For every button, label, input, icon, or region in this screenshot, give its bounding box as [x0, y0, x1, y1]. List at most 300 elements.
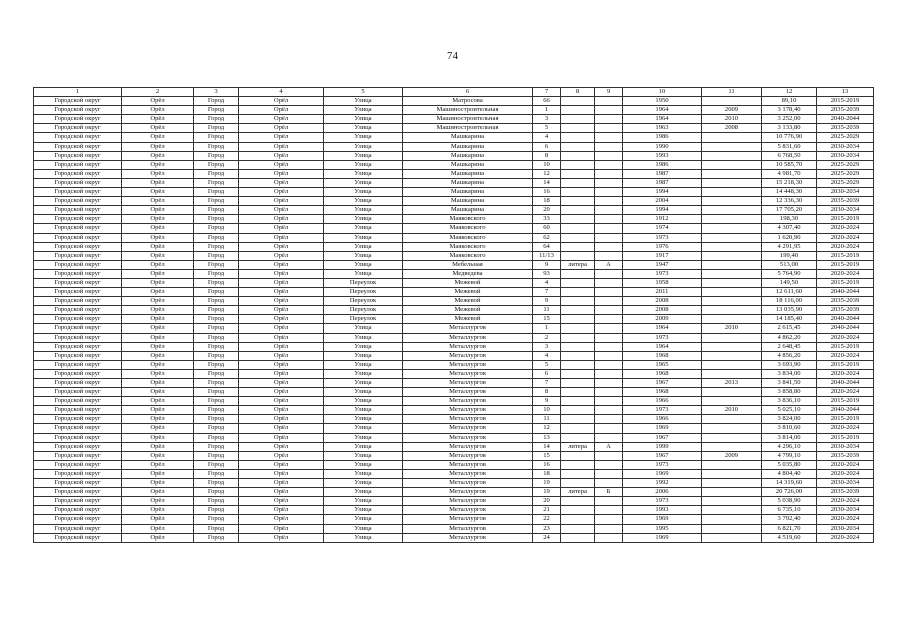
table-cell: [561, 297, 595, 306]
table-cell: Машиностроительная: [403, 106, 533, 115]
table-cell: 18 116,00: [762, 297, 817, 306]
table-cell: Город: [194, 142, 239, 151]
table-cell: 5 831,60: [762, 142, 817, 151]
table-cell: [702, 460, 762, 469]
table-cell: [702, 315, 762, 324]
table-cell: Орёл: [122, 451, 194, 460]
table-row: [34, 242, 874, 251]
table-cell: Городской округ: [34, 379, 122, 388]
table-cell: Маяковского: [403, 233, 533, 242]
table-cell: Орёл: [239, 342, 324, 351]
table-cell: [702, 369, 762, 378]
table-cell: Город: [194, 233, 239, 242]
table-cell: Улица: [324, 460, 403, 469]
table-cell: Машкарина: [403, 188, 533, 197]
table-cell: [595, 333, 623, 342]
table-row: [34, 269, 874, 278]
table-cell: Городской округ: [34, 524, 122, 533]
table-cell: 2020-2024: [817, 533, 874, 542]
table-cell: Город: [194, 178, 239, 187]
table-row: [34, 251, 874, 260]
table-cell: 14: [533, 178, 561, 187]
table-cell: Город: [194, 433, 239, 442]
table-cell: Городской округ: [34, 160, 122, 169]
table-cell: Орёл: [239, 188, 324, 197]
table-cell: [561, 479, 595, 488]
table-cell: [595, 251, 623, 260]
table-cell: 3 178,40: [762, 106, 817, 115]
table-cell: [702, 397, 762, 406]
table-row: [34, 369, 874, 378]
table-cell: Орёл: [122, 479, 194, 488]
table-cell: Орёл: [122, 379, 194, 388]
column-header: 8: [561, 88, 595, 97]
table-cell: [561, 124, 595, 133]
table-cell: [702, 306, 762, 315]
table-cell: 14: [533, 442, 561, 451]
table-cell: [595, 124, 623, 133]
table-cell: 7: [533, 379, 561, 388]
table-cell: [595, 288, 623, 297]
table-cell: [561, 106, 595, 115]
table-cell: 4 519,60: [762, 533, 817, 542]
table-cell: [702, 442, 762, 451]
table-cell: 9: [533, 260, 561, 269]
table-cell: [702, 97, 762, 106]
table-cell: [702, 488, 762, 497]
table-cell: 3 792,40: [762, 515, 817, 524]
table-cell: [595, 224, 623, 233]
table-cell: Город: [194, 442, 239, 451]
table-cell: [595, 451, 623, 460]
table-cell: Орёл: [239, 433, 324, 442]
table-row: [34, 224, 874, 233]
table-cell: 1964: [623, 324, 702, 333]
table-cell: Орёл: [122, 260, 194, 269]
table-cell: 2025-2029: [817, 178, 874, 187]
table-cell: 4 804,40: [762, 469, 817, 478]
table-cell: 4 296,10: [762, 442, 817, 451]
table-cell: 1973: [623, 460, 702, 469]
table-cell: Город: [194, 206, 239, 215]
table-cell: 1987: [623, 169, 702, 178]
table-cell: Улица: [324, 151, 403, 160]
table-cell: 1968: [623, 388, 702, 397]
table-cell: 2020-2024: [817, 224, 874, 233]
table-cell: 5 038,90: [762, 497, 817, 506]
table-cell: Орёл: [122, 133, 194, 142]
table-cell: 2035-2039: [817, 197, 874, 206]
table-cell: Город: [194, 278, 239, 287]
table-cell: 2009: [702, 106, 762, 115]
table-cell: Металлургов: [403, 397, 533, 406]
table-cell: Орёл: [122, 160, 194, 169]
table-cell: Городской округ: [34, 469, 122, 478]
table-cell: Орёл: [122, 524, 194, 533]
table-cell: [595, 197, 623, 206]
table-cell: Орёл: [239, 133, 324, 142]
table-row: [34, 233, 874, 242]
table-cell: 21: [533, 506, 561, 515]
table-row: [34, 333, 874, 342]
table-cell: [702, 169, 762, 178]
column-header: 10: [623, 88, 702, 97]
table-cell: Орёл: [122, 224, 194, 233]
table-cell: [595, 160, 623, 169]
table-row: [34, 360, 874, 369]
table-cell: Город: [194, 415, 239, 424]
table-cell: Межевой: [403, 306, 533, 315]
table-cell: Улица: [324, 351, 403, 360]
table-cell: [561, 160, 595, 169]
table-cell: Орёл: [122, 342, 194, 351]
table-cell: [595, 415, 623, 424]
table-cell: Улица: [324, 197, 403, 206]
table-cell: Улица: [324, 160, 403, 169]
table-row: [34, 397, 874, 406]
table-cell: [702, 242, 762, 251]
table-cell: 10 585,70: [762, 160, 817, 169]
table-cell: Город: [194, 115, 239, 124]
table-cell: Город: [194, 306, 239, 315]
table-cell: Орёл: [239, 369, 324, 378]
table-cell: 2035-2039: [817, 488, 874, 497]
table-cell: Металлургов: [403, 406, 533, 415]
table-cell: 2015-2019: [817, 433, 874, 442]
table-cell: Орёл: [239, 469, 324, 478]
table-row: [34, 215, 874, 224]
table-cell: 2025-2029: [817, 169, 874, 178]
table-cell: Металлургов: [403, 351, 533, 360]
table-cell: Орёл: [122, 151, 194, 160]
table-cell: Машкарина: [403, 151, 533, 160]
table-row: [34, 442, 874, 451]
table-cell: 93: [533, 269, 561, 278]
table-cell: 2008: [623, 306, 702, 315]
table-cell: Город: [194, 251, 239, 260]
table-cell: [702, 260, 762, 269]
table-cell: Городской округ: [34, 488, 122, 497]
table-cell: Улица: [324, 406, 403, 415]
column-header: 3: [194, 88, 239, 97]
table-row: [34, 488, 874, 497]
table-cell: Орёл: [239, 106, 324, 115]
table-cell: Городской округ: [34, 497, 122, 506]
table-cell: 3 858,80: [762, 388, 817, 397]
table-cell: Орёл: [122, 197, 194, 206]
table-cell: [702, 251, 762, 260]
table-cell: [595, 360, 623, 369]
table-cell: Город: [194, 224, 239, 233]
table-cell: [595, 424, 623, 433]
table-cell: [561, 269, 595, 278]
table-row: [34, 469, 874, 478]
table-cell: 9: [533, 397, 561, 406]
table-cell: 15: [533, 315, 561, 324]
table-cell: Город: [194, 106, 239, 115]
table-cell: Металлургов: [403, 342, 533, 351]
table-cell: [702, 469, 762, 478]
table-cell: Орёл: [239, 151, 324, 160]
table-cell: 1969: [623, 533, 702, 542]
table-cell: Городской округ: [34, 297, 122, 306]
table-cell: [595, 479, 623, 488]
table-cell: Металлургов: [403, 515, 533, 524]
table-cell: Орёл: [122, 142, 194, 151]
table-cell: 2030-2034: [817, 524, 874, 533]
table-cell: [702, 388, 762, 397]
table-cell: [595, 515, 623, 524]
table-cell: 10: [533, 406, 561, 415]
table-cell: Город: [194, 451, 239, 460]
table-cell: 13 035,90: [762, 306, 817, 315]
table-cell: Улица: [324, 224, 403, 233]
table-cell: 4: [533, 351, 561, 360]
table-cell: 5 035,80: [762, 460, 817, 469]
table-cell: Улица: [324, 242, 403, 251]
table-cell: Орёл: [239, 115, 324, 124]
table-cell: 10 776,90: [762, 133, 817, 142]
table-row: [34, 342, 874, 351]
table-cell: Городской округ: [34, 142, 122, 151]
table-cell: Город: [194, 197, 239, 206]
table-cell: 199,40: [762, 251, 817, 260]
table-cell: [561, 178, 595, 187]
table-cell: 2040-2044: [817, 115, 874, 124]
table-cell: Орёл: [122, 178, 194, 187]
table-cell: Орёл: [122, 251, 194, 260]
table-cell: Межевой: [403, 278, 533, 287]
table-cell: [595, 506, 623, 515]
table-cell: Город: [194, 497, 239, 506]
table-row: [34, 497, 874, 506]
table-cell: Орёл: [122, 288, 194, 297]
table-cell: Межевой: [403, 288, 533, 297]
table-cell: Орёл: [122, 433, 194, 442]
table-cell: Улица: [324, 433, 403, 442]
table-cell: [595, 369, 623, 378]
table-cell: 2035-2039: [817, 106, 874, 115]
table-cell: [702, 360, 762, 369]
table-cell: Машкарина: [403, 197, 533, 206]
table-cell: 2015-2019: [817, 278, 874, 287]
table-cell: Улица: [324, 206, 403, 215]
column-header: 6: [403, 88, 533, 97]
table-cell: Орёл: [122, 515, 194, 524]
table-cell: 1966: [623, 397, 702, 406]
table-cell: 1964: [623, 115, 702, 124]
table-cell: Орёл: [239, 278, 324, 287]
table-row: [34, 306, 874, 315]
table-row: [34, 278, 874, 287]
table-cell: Улица: [324, 451, 403, 460]
table-cell: [595, 97, 623, 106]
table-cell: [595, 342, 623, 351]
table-cell: Орёл: [122, 306, 194, 315]
table-cell: 3 133,80: [762, 124, 817, 133]
table-cell: 2011: [623, 288, 702, 297]
table-cell: 3 824,00: [762, 415, 817, 424]
table-cell: Городской округ: [34, 397, 122, 406]
table-cell: [561, 215, 595, 224]
table-cell: Орёл: [122, 106, 194, 115]
table-cell: [561, 278, 595, 287]
table-body: [34, 97, 874, 543]
table-row: [34, 206, 874, 215]
table-cell: Переулок: [324, 315, 403, 324]
table-cell: Городской округ: [34, 169, 122, 178]
table-cell: 2020-2024: [817, 460, 874, 469]
page-number: 74: [447, 50, 458, 62]
table-cell: 3: [533, 342, 561, 351]
table-cell: Орёл: [239, 233, 324, 242]
table-cell: Орёл: [122, 424, 194, 433]
table-cell: Металлургов: [403, 533, 533, 542]
table-cell: Городской округ: [34, 388, 122, 397]
table-cell: 2035-2039: [817, 297, 874, 306]
table-cell: 66: [533, 97, 561, 106]
table-cell: 2008: [702, 124, 762, 133]
column-header: 1: [34, 88, 122, 97]
table-cell: Орёл: [122, 351, 194, 360]
table-row: [34, 506, 874, 515]
table-cell: Городской округ: [34, 97, 122, 106]
table-cell: Улица: [324, 106, 403, 115]
table-cell: Машкарина: [403, 206, 533, 215]
table-cell: Город: [194, 315, 239, 324]
table-cell: Орёл: [122, 369, 194, 378]
table-row: [34, 97, 874, 106]
table-cell: Городской округ: [34, 433, 122, 442]
table-cell: Металлургов: [403, 451, 533, 460]
table-cell: [702, 160, 762, 169]
table-cell: [702, 433, 762, 442]
table-row: [34, 133, 874, 142]
table-cell: Орёл: [239, 169, 324, 178]
table-cell: 2040-2044: [817, 324, 874, 333]
column-header: 7: [533, 88, 561, 97]
table-cell: 3 693,90: [762, 360, 817, 369]
table-cell: Машиностроительная: [403, 115, 533, 124]
table-cell: Город: [194, 351, 239, 360]
table-cell: А: [595, 442, 623, 451]
table-cell: Улица: [324, 388, 403, 397]
table-cell: Городской округ: [34, 324, 122, 333]
table-cell: 2030-2034: [817, 151, 874, 160]
table-cell: [561, 306, 595, 315]
table-cell: Улица: [324, 488, 403, 497]
table-cell: Городской округ: [34, 242, 122, 251]
table-cell: 15: [533, 451, 561, 460]
table-cell: Городской округ: [34, 342, 122, 351]
table-cell: 6 768,50: [762, 151, 817, 160]
table-cell: Городской округ: [34, 424, 122, 433]
table-cell: 62: [533, 233, 561, 242]
table-cell: Улица: [324, 333, 403, 342]
table-cell: Орёл: [239, 442, 324, 451]
table-cell: [561, 433, 595, 442]
table-cell: [702, 506, 762, 515]
table-cell: Орёл: [239, 360, 324, 369]
table-cell: Город: [194, 260, 239, 269]
table-cell: [561, 142, 595, 151]
table-cell: [595, 306, 623, 315]
table-cell: Металлургов: [403, 379, 533, 388]
table-cell: 1966: [623, 415, 702, 424]
table-cell: Город: [194, 524, 239, 533]
table-cell: Городской округ: [34, 178, 122, 187]
table-cell: [595, 297, 623, 306]
table-cell: 1: [533, 324, 561, 333]
table-cell: 2020-2024: [817, 388, 874, 397]
table-cell: Городской округ: [34, 479, 122, 488]
table-cell: 513,00: [762, 260, 817, 269]
table-cell: 3 836,10: [762, 397, 817, 406]
table-cell: Металлургов: [403, 488, 533, 497]
table-cell: 4: [533, 133, 561, 142]
table-cell: Город: [194, 297, 239, 306]
table-cell: [702, 297, 762, 306]
table-cell: 1994: [623, 188, 702, 197]
table-cell: Улица: [324, 397, 403, 406]
table-cell: 1950: [623, 97, 702, 106]
column-header: 4: [239, 88, 324, 97]
table-cell: [595, 106, 623, 115]
table-cell: Город: [194, 424, 239, 433]
table-cell: [595, 269, 623, 278]
table-cell: Металлургов: [403, 469, 533, 478]
table-cell: Городской округ: [34, 351, 122, 360]
header-row: [34, 88, 874, 97]
table-cell: 9: [533, 297, 561, 306]
table-cell: Орёл: [239, 524, 324, 533]
table-cell: Орёл: [122, 415, 194, 424]
table-cell: 12: [533, 424, 561, 433]
table-cell: Город: [194, 97, 239, 106]
table-cell: 1: [533, 106, 561, 115]
table-cell: 2020-2024: [817, 269, 874, 278]
table-cell: [595, 178, 623, 187]
table-cell: Улица: [324, 379, 403, 388]
table-cell: [702, 178, 762, 187]
table-cell: Город: [194, 151, 239, 160]
table-cell: Городской округ: [34, 206, 122, 215]
table-cell: 2040-2044: [817, 406, 874, 415]
table-cell: Город: [194, 160, 239, 169]
table-cell: [702, 524, 762, 533]
table-cell: Машкарина: [403, 178, 533, 187]
table-cell: Город: [194, 188, 239, 197]
table-cell: Орёл: [122, 460, 194, 469]
table-cell: [561, 469, 595, 478]
table-cell: Орёл: [239, 242, 324, 251]
table-cell: [595, 379, 623, 388]
table-cell: 1947: [623, 260, 702, 269]
table-cell: Металлургов: [403, 369, 533, 378]
table-cell: Маяковского: [403, 224, 533, 233]
table-cell: Орёл: [239, 160, 324, 169]
table-cell: [561, 251, 595, 260]
table-cell: 1986: [623, 133, 702, 142]
table-cell: [595, 469, 623, 478]
table-cell: 2010: [702, 115, 762, 124]
table-cell: 1973: [623, 233, 702, 242]
table-cell: Металлургов: [403, 415, 533, 424]
table-cell: Улица: [324, 515, 403, 524]
table-cell: Орёл: [122, 333, 194, 342]
table-cell: Орёл: [239, 533, 324, 542]
table-cell: 3 810,60: [762, 424, 817, 433]
